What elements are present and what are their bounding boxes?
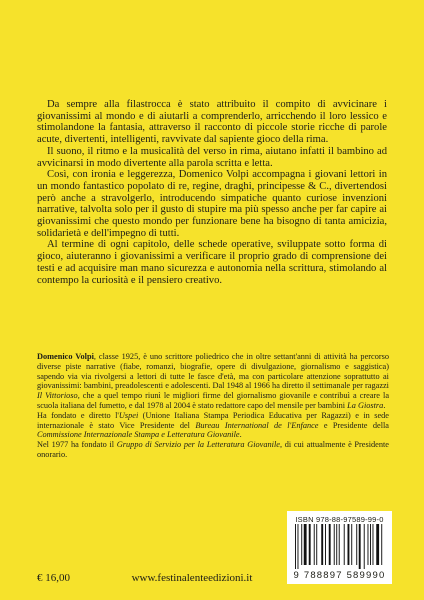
barcode-bar: [329, 524, 331, 565]
blurb-paragraph: Al termine di ogni capitolo, delle schede operative, sviluppate sotto forma di gioco, aiuteranno i giovanissimi a verificare il proprio grado di comprensione dei testi e ad acquisire man mano sicurezza e autonomia nella scrittura, stimolando al contempo la curiosità e il pensiero creativo.: [37, 239, 387, 286]
price-label: € 16,00: [37, 572, 70, 584]
barcode-bar: [359, 524, 361, 569]
bio-paragraph: Domenico Volpi, classe 1925, è uno scrittore poliedrico che in oltre settant'anni di attività ha percorso diverse piste narrative (fiabe, romanzi, biografie, opere di divulgazione, giornalismo e saggistica) sapendo via via rivolgersi a lettori di tutte le fasce d'età, ma con particolare attenzione soprattutto ai giovanissimi: bambini, preadolescenti e adolescenti. Dal 1948 al 1966 ha diretto il settimanale per ragazzi Il Vittorioso, che a quel tempo riunì le migliori firme del giornalismo giovanile e contribuì a creare la scuola italiana del fumetto, e dal 1978 al 2004 è stato redattore capo del mensile per bambini La Giostra.: [37, 352, 390, 410]
barcode-bar: [325, 524, 326, 565]
barcode-bar: [364, 524, 365, 569]
barcode-bar: [334, 524, 335, 565]
barcode-bar: [370, 524, 371, 565]
isbn-barcode: [287, 511, 392, 584]
blurb-paragraph: Da sempre alla filastrocca è stato attribuito il compito di avvicinare i giovanissimi al mondo e di aiutarli a comprenderlo, arricchendo il loro lessico e stimolandone la fantasia, attraverso il racconto di piccole storie ricche di parole acute, divertenti, intelligenti, ravvivate dal sapiente gioco della rima.: [37, 99, 387, 146]
barcode-bar: [298, 524, 299, 569]
barcode-bar: [373, 524, 374, 565]
magazine-title: La Giostra: [347, 400, 384, 410]
organization-name: Uspei: [118, 410, 139, 420]
author-name: Domenico Volpi: [37, 352, 94, 361]
barcode-bar: [344, 524, 345, 565]
barcode-bar: [301, 524, 302, 565]
barcode-bar: [314, 524, 315, 565]
barcode-bar: [339, 524, 340, 565]
barcode-bar: [368, 524, 369, 565]
barcode-bar: [295, 524, 296, 569]
barcode-bars: [293, 524, 386, 569]
barcode-bar: [309, 524, 311, 565]
blurb-paragraph: Il suono, il ritmo e la musicalità del verso in rima, aiutano infatti il bambino ad avvicinarsi in modo divertente alla parola scritta e letta.: [37, 145, 387, 169]
publisher-website: www.festinalenteedizioni.it: [131, 572, 253, 584]
blurb-paragraph: Così, con ironia e leggerezza, Domenico Volpi accompagna i giovani lettori in un mondo fantastico popolato di re, regine, draghi, principesse & C., divertendosi però anche a stravolgerlo, introducendo simpatiche quanto curiose invenzioni narrative, talvolta solo per il gusto di stupire ma più spesso anche per far capire ai giovanissimi che questo mondo per funzionare bene ha bisogno di tanta amicizia, solidarietà e dell'impegno di tutti.: [37, 169, 387, 239]
organization-name: Gruppo di Servizio per la Letteratura Giovanile: [116, 440, 280, 450]
organization-name: Bureau International de l'Enfance: [195, 420, 319, 430]
ean-digits: 9 788897 589990: [293, 570, 386, 581]
barcode-bar: [351, 524, 352, 565]
bio-paragraph: Nel 1977 ha fondato il Gruppo di Servizio per la Letteratura Giovanile, di cui attualmente è Presidente onorario.: [37, 440, 389, 459]
barcode-bar: [348, 524, 350, 565]
author-biography: [37, 352, 389, 460]
barcode-bar: [321, 524, 323, 565]
barcode-bar: [376, 524, 379, 565]
organization-name: Commissione Internazionale Stampa e Letteratura Giovanile: [37, 430, 240, 440]
barcode-bar: [304, 524, 307, 565]
bio-paragraph: Ha fondato e diretto l'Uspei (Unione Italiana Stampa Periodica Educativa per Ragazzi) e in sede internazionale è stato Vice Presidente del Bureau International de l'Enfance e Presidente della Commissione Internazionale Stampa e Letteratura Giovanile.: [37, 410, 389, 440]
back-cover-blurb: [37, 99, 387, 286]
barcode-bar: [336, 524, 337, 565]
isbn-label: ISBN 978-88-97589-99-0: [295, 515, 384, 524]
magazine-title: Il Vittorioso: [37, 391, 78, 401]
barcode-bar: [316, 524, 317, 565]
barcode-bar: [356, 524, 357, 565]
barcode-bar: [381, 524, 382, 565]
